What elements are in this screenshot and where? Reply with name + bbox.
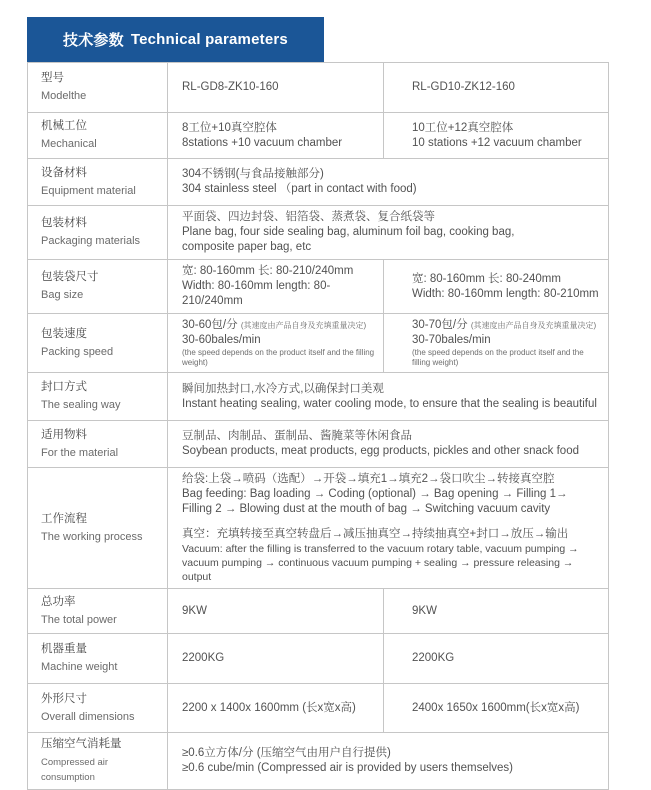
cell-line: 2200KG xyxy=(412,652,455,664)
row-label-en: The sealing way xyxy=(41,399,121,411)
cell-bag-size-2 xyxy=(384,260,609,314)
row-label-packaging-materials xyxy=(28,206,168,260)
row-label-en: Equipment material xyxy=(41,184,136,197)
cell-total-power-2 xyxy=(384,589,609,634)
row-label-cn: 机械工位 xyxy=(41,120,87,132)
cell-for-the-material xyxy=(168,421,609,468)
section-title-cn: 技术参数 xyxy=(63,32,124,49)
cell-line: RL-GD8-ZK10-160 xyxy=(182,81,279,93)
row-label-bag-size xyxy=(28,260,168,314)
row-label-cn: 压缩空气消耗量 xyxy=(41,738,122,750)
row-label-en: The working process xyxy=(41,530,143,543)
table-row-equipment-material xyxy=(28,159,609,206)
row-label-cn: 封口方式 xyxy=(41,381,87,393)
table-row-compressed-air xyxy=(28,733,609,790)
cell-packing-speed-2 xyxy=(384,314,609,373)
cell-line: RL-GD10-ZK12-160 xyxy=(412,81,515,93)
row-label-sealing-way xyxy=(28,373,168,421)
cell-compressed-air xyxy=(168,733,609,790)
row-label-en: Overall dimensions xyxy=(41,710,135,723)
row-label-cn: 设备材料 xyxy=(41,166,87,179)
row-label-compressed-air xyxy=(28,733,168,790)
cell-mechanical-2 xyxy=(384,113,609,159)
cell-line: 瞬间加热封口,水冷方式,以确保封口美观 xyxy=(182,382,384,395)
cell-machine-weight-2 xyxy=(384,634,609,684)
table-row-bag-size xyxy=(28,260,609,314)
row-label-cn: 包装速度 xyxy=(41,327,87,340)
speed-rate-en: 30-70bales/min xyxy=(412,334,491,346)
row-label-overall-dimensions xyxy=(28,684,168,733)
cell-line: 304 stainless steel （part in contact with food) xyxy=(182,183,417,195)
cell-line: 宽: 80-160mm 长: 80-240mm xyxy=(412,272,561,285)
table-row-sealing-way xyxy=(28,373,609,421)
cell-dimensions-1 xyxy=(168,684,384,733)
cell-line: 平面袋、四边封袋、铝箔袋、蒸煮袋、复合纸袋等 xyxy=(182,211,435,223)
cell-working-process xyxy=(168,468,609,589)
table-row-machine-weight xyxy=(28,634,609,684)
cell-line: 9KW xyxy=(182,604,207,617)
cell-line: 8stations +10 vacuum chamber xyxy=(182,136,343,149)
cell-line: 2200KG xyxy=(182,652,225,664)
cell-line: 304不锈钢(与食品接触部分) xyxy=(182,168,324,180)
row-label-cn: 机器重量 xyxy=(41,643,87,655)
row-label-machine-weight xyxy=(28,634,168,684)
cell-line: Width: 80-160mm length: 80-210mm xyxy=(412,287,599,300)
cell-line: 豆制品、肉制品、蛋制品、酱腌菜等休闲食品 xyxy=(182,430,412,442)
row-label-for-the-material xyxy=(28,421,168,468)
cell-line: 宽: 80-160mm 长: 80-210/240mm xyxy=(182,265,354,277)
table-row-packaging-materials xyxy=(28,206,609,260)
process-bag-feeding-en: Bag feeding: Bag loading → Coding (optional) → Bag opening → Filling 1→ Filling 2 → Blowing dust at the mouth of bag → Switching vacuum cavity xyxy=(182,488,568,515)
cell-packing-speed-1 xyxy=(168,314,384,373)
cell-line: composite paper bag, etc xyxy=(182,241,312,253)
row-label-en: Mechanical xyxy=(41,138,97,150)
cell-line: 9KW xyxy=(412,604,437,617)
cell-total-power-1 xyxy=(168,589,384,634)
row-label-en: Packing speed xyxy=(41,345,114,358)
cell-model-2 xyxy=(384,63,609,113)
cell-line: Instant heating sealing, water cooling mode, to ensure that the sealing is beautiful xyxy=(182,397,597,410)
row-label-en: The total power xyxy=(41,613,117,626)
row-label-cn: 总功率 xyxy=(41,595,76,608)
table-row-for-the-material xyxy=(28,421,609,468)
cell-line: Plane bag, four side sealing bag, aluminum foil bag, cooking bag, xyxy=(182,226,515,238)
cell-bag-size-1 xyxy=(168,260,384,314)
section-title-en: Technical parameters xyxy=(130,31,288,48)
table-row-packing-speed xyxy=(28,314,609,373)
cell-line: 10工位+12真空腔体 xyxy=(412,121,514,134)
cell-dimensions-2 xyxy=(384,684,609,733)
row-label-en: For the material xyxy=(41,446,119,459)
speed-rate-en: 30-60bales/min xyxy=(182,334,261,346)
row-label-model xyxy=(28,63,168,113)
section-header-banner xyxy=(27,17,324,62)
speed-note-en: (the speed depends on the product itself and the filling weight) xyxy=(412,348,584,367)
cell-line: 10 stations +12 vacuum chamber xyxy=(412,136,582,149)
row-label-cn: 包装袋尺寸 xyxy=(41,271,99,283)
cell-line: 8工位+10真空腔体 xyxy=(182,121,277,134)
table-row-overall-dimensions xyxy=(28,684,609,733)
row-label-cn: 工作流程 xyxy=(41,512,87,525)
table-row-mechanical xyxy=(28,113,609,159)
row-label-en: Packaging materials xyxy=(41,235,141,247)
cell-line xyxy=(412,318,600,333)
row-label-en: Compressed air consumption xyxy=(41,757,109,783)
speed-rate-cn: 30-60包/分 xyxy=(182,319,238,331)
row-label-en: Modelthe xyxy=(41,90,87,102)
cell-line: Width: 80-160mm length: 80-210/240mm xyxy=(182,280,331,307)
table-row-model xyxy=(28,63,609,113)
table-row-working-process xyxy=(28,468,609,589)
speed-note-en: (the speed depends on the product itself and the filling weight) xyxy=(182,348,375,367)
row-label-working-process xyxy=(28,468,168,589)
cell-line: ≥0.6 cube/min (Compressed air is provided by users themselves) xyxy=(182,762,514,774)
row-label-en: Machine weight xyxy=(41,661,118,673)
cell-line xyxy=(182,318,375,333)
cell-sealing-way xyxy=(168,373,609,421)
row-label-cn: 适用物料 xyxy=(41,428,87,441)
row-label-cn: 型号 xyxy=(41,72,64,84)
row-label-total-power xyxy=(28,589,168,634)
row-label-en: Bag size xyxy=(41,289,84,301)
row-label-equipment-material xyxy=(28,159,168,206)
cell-line: 2200 x 1400x 1600mm (长x宽x高) xyxy=(182,701,356,714)
cell-mechanical-1 xyxy=(168,113,384,159)
cell-machine-weight-1 xyxy=(168,634,384,684)
cell-packaging-materials xyxy=(168,206,609,260)
row-label-packing-speed xyxy=(28,314,168,373)
process-vacuum-cn: 真空：充填转接至真空转盘后→减压抽真空→持续抽真空+封口→放压→输出 xyxy=(182,528,569,540)
cell-line: 2400x 1650x 1600mm(长x宽x高) xyxy=(412,701,580,714)
cell-equipment-material xyxy=(168,159,609,206)
table-row-total-power xyxy=(28,589,609,634)
speed-rate-cn: 30-70包/分 xyxy=(412,319,468,331)
cell-line: Soybean products, meat products, egg products, pickles and other snack food xyxy=(182,445,579,457)
row-label-mechanical xyxy=(28,113,168,159)
cell-model-1 xyxy=(168,63,384,113)
row-label-cn: 包装材料 xyxy=(41,217,87,229)
speed-note-cn: (其速度由产品自身及充填重量决定) xyxy=(240,321,367,330)
row-label-cn: 外形尺寸 xyxy=(41,692,87,705)
technical-parameters-table xyxy=(27,62,609,790)
cell-line: ≥0.6立方体/分 (压缩空气由用户自行提供) xyxy=(182,747,391,759)
speed-note-cn: (其速度由产品自身及充填重量决定) xyxy=(470,321,597,330)
process-vacuum-en: Vacuum: after the filling is transferred to the vacuum rotary table, vacuum pumping → vacuum pumping → continuous vacuum pumping + sealing → pressure releasing → output xyxy=(182,543,579,583)
process-bag-feeding-cn: 给袋:上袋→喷码（选配）→开袋→填充1→填充2→袋口吹尘→转接真空腔 xyxy=(182,473,555,485)
